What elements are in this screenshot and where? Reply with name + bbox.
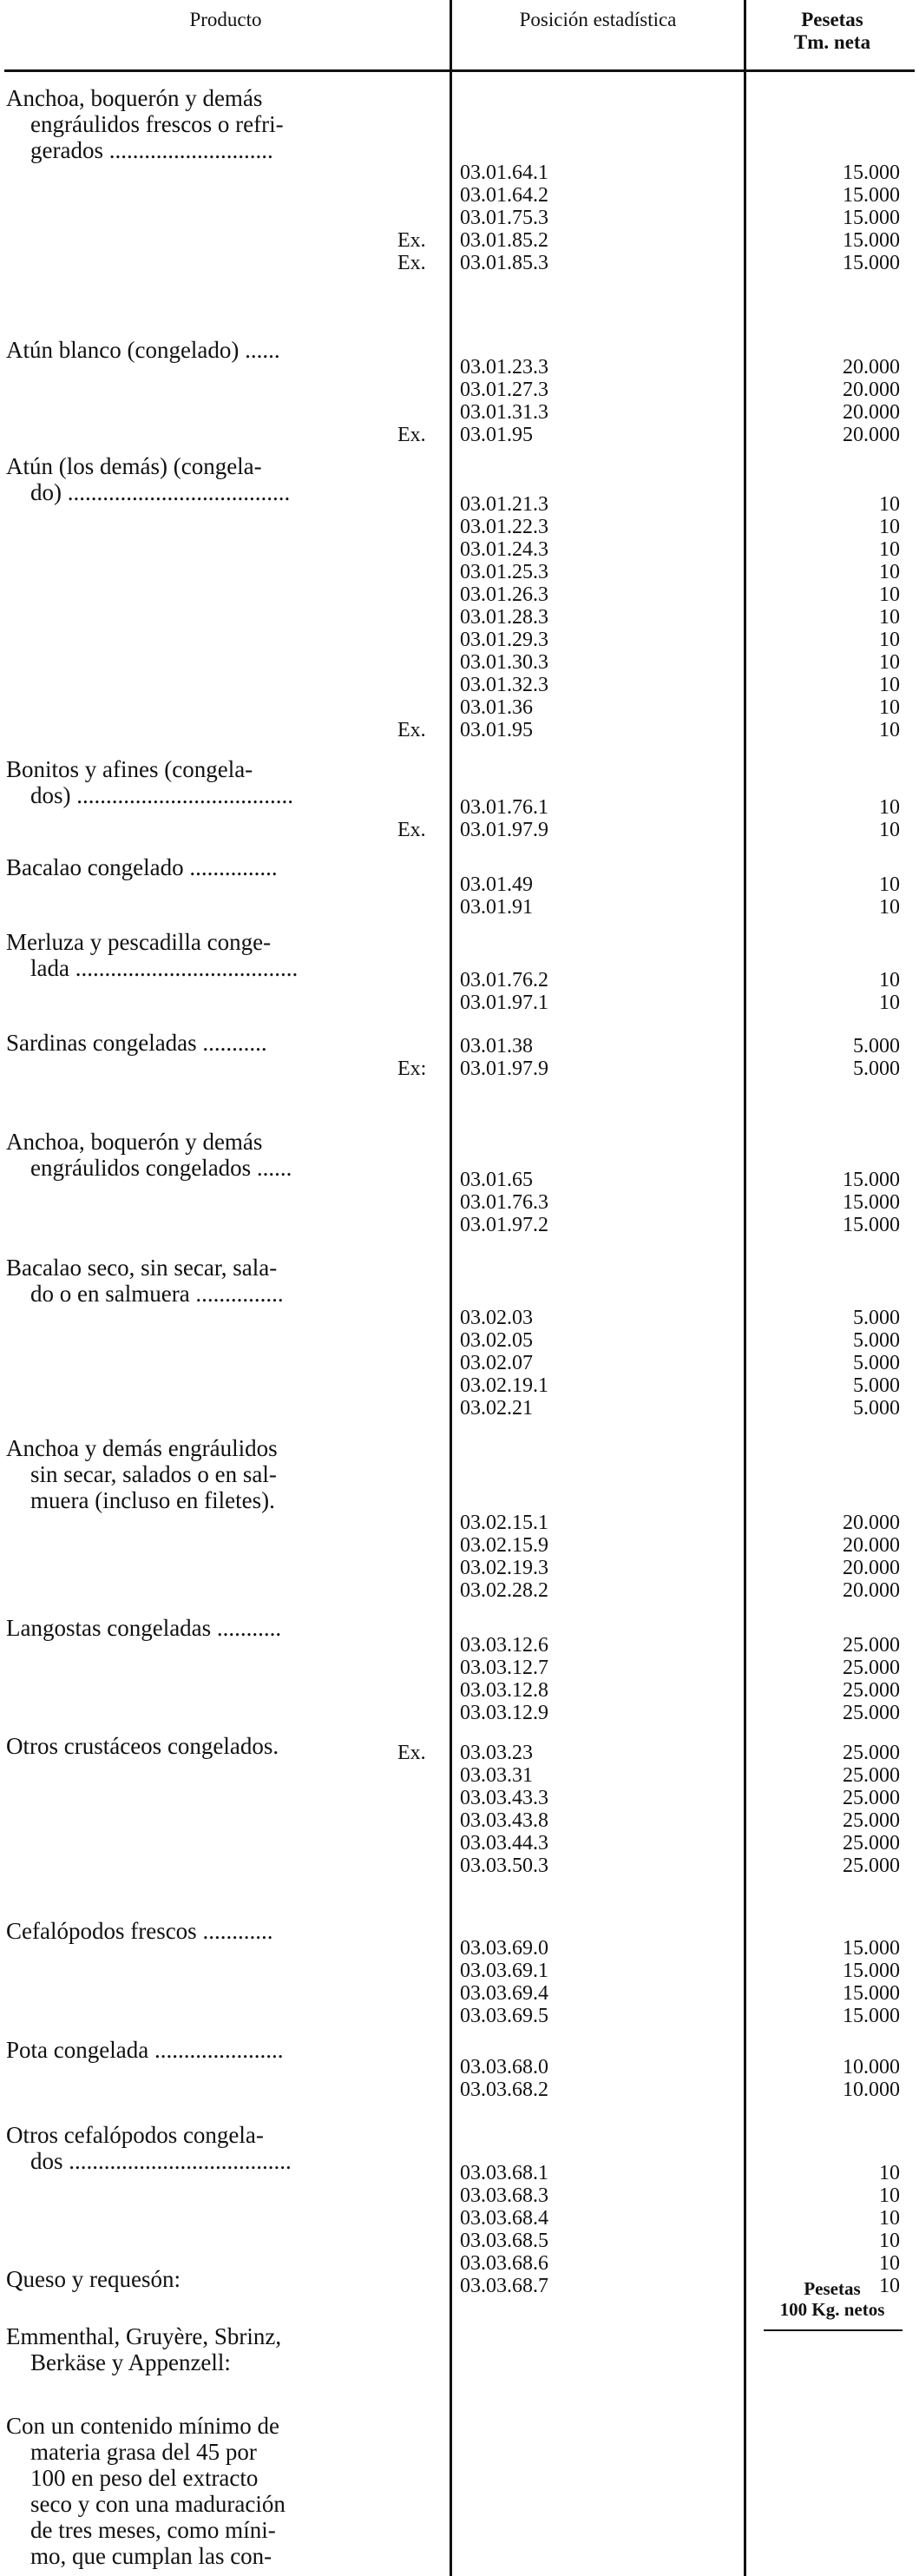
code-row (397, 2056, 666, 2079)
price-value: 10 (879, 969, 900, 992)
code-row (397, 401, 666, 424)
product-line: Atún (los demás) (congela- (6, 453, 262, 479)
header-pesetas-line2: Tm. neta (793, 31, 871, 54)
price-value: 15.000 (843, 1214, 900, 1236)
code-value: 03.03.68.1 (460, 2162, 548, 2184)
code-value: 03.01.97.2 (460, 1214, 548, 1236)
code-row (397, 2079, 666, 2101)
price-list (764, 873, 907, 919)
code-row (397, 161, 666, 184)
code-value: 03.01.25.3 (460, 561, 548, 583)
code-row (397, 1035, 666, 1057)
code-value: 03.03.68.7 (460, 2275, 548, 2297)
code-row (397, 1329, 666, 1352)
code-row (397, 1960, 666, 1982)
code-list (397, 796, 666, 841)
product-line: Bacalao seco, sin secar, sala- (6, 1255, 278, 1281)
price-value: 25.000 (843, 1742, 900, 1764)
emmenthal-heading (6, 2323, 431, 2375)
pesetas-100kg-line1: Pesetas (804, 2278, 861, 2299)
code-row (397, 1169, 666, 1191)
code-row (397, 1374, 666, 1397)
code-row (397, 1982, 666, 2005)
price-value: 20.000 (843, 401, 900, 424)
price-list (764, 493, 907, 741)
code-row (397, 1832, 666, 1855)
price-list (764, 1512, 907, 1602)
price-value: 15.000 (843, 161, 900, 184)
code-row (397, 1057, 666, 1080)
product-name (6, 1129, 431, 1181)
code-row (397, 1307, 666, 1329)
code-row (397, 2275, 666, 2297)
product-line: mo, que cumplan las con- (30, 2543, 272, 2569)
product-line: sin secar, salados o en sal- (30, 1461, 277, 1487)
code-value: 03.03.12.6 (460, 1634, 548, 1657)
code-row (397, 1702, 666, 1724)
code-row (397, 1742, 666, 1764)
price-value: 10 (879, 606, 900, 629)
product-line: Merluza y pescadilla conge- (6, 929, 272, 955)
price-value: 15.000 (843, 1937, 900, 1960)
product-line: Bonitos y afines (congela- (6, 756, 253, 782)
code-value: 03.01.97.9 (460, 1057, 548, 1080)
price-value: 25.000 (843, 1787, 900, 1809)
price-value: 20.000 (843, 1512, 900, 1534)
code-value: 03.01.97.1 (460, 992, 548, 1014)
header-posicion: Posición estadística (519, 9, 677, 30)
code-row (397, 2162, 666, 2184)
price-value: 15.000 (843, 1960, 900, 1982)
code-value: 03.03.31 (460, 1764, 533, 1787)
pesetas-100kg-header (748, 2278, 916, 2320)
code-value: 03.02.05 (460, 1329, 533, 1352)
product-name (6, 1030, 431, 1056)
code-row (397, 207, 666, 229)
code-list (397, 1035, 666, 1080)
price-value: 10 (879, 516, 900, 538)
product-name (6, 756, 431, 808)
code-value: 03.01.91 (460, 896, 533, 919)
price-value: 15.000 (843, 252, 900, 274)
price-value: 25.000 (843, 1657, 900, 1679)
product-line: de tres meses, como míni- (30, 2517, 276, 2543)
product-line: Langostas congeladas ........... (6, 1615, 282, 1641)
price-value: 25.000 (843, 1702, 900, 1724)
price-value: 10.000 (843, 2079, 900, 2101)
pesetas-100kg-line2: 100 Kg. netos (779, 2299, 885, 2321)
price-value: 5.000 (853, 1397, 900, 1420)
code-value: 03.01.75.3 (460, 207, 548, 229)
price-value: 15.000 (843, 1982, 900, 2005)
code-row (397, 696, 666, 719)
code-value: 03.03.69.1 (460, 1960, 548, 1982)
product-line: Otros cefalópodos congela- (6, 2122, 264, 2148)
price-value: 20.000 (843, 1534, 900, 1557)
code-value: 03.03.44.3 (460, 1832, 548, 1855)
product-line: Berkäse y Appenzell: (30, 2349, 231, 2375)
code-value: 03.01.76.3 (460, 1191, 548, 1214)
code-value: 03.03.68.5 (460, 2230, 548, 2252)
price-list (764, 161, 907, 274)
price-value: 5.000 (853, 1035, 900, 1057)
price-value: 15.000 (843, 184, 900, 207)
code-value: 03.01.95 (460, 719, 533, 741)
price-value: 10 (879, 873, 900, 896)
header-pesetas-line1: Pesetas (801, 9, 863, 30)
product-line: Bacalao congelado ............... (6, 854, 278, 880)
product-line: Anchoa, boquerón y demás (6, 1129, 263, 1155)
code-row (397, 1855, 666, 1877)
price-value: 20.000 (843, 424, 900, 446)
price-value: 10 (879, 561, 900, 583)
code-value: 03.01.32.3 (460, 674, 548, 696)
code-value: 03.03.68.4 (460, 2207, 548, 2230)
code-list (397, 1512, 666, 1602)
price-value: 10 (879, 992, 900, 1014)
product-name (6, 85, 431, 163)
price-value: 20.000 (843, 1579, 900, 1602)
code-row (397, 819, 666, 841)
code-list (397, 969, 666, 1014)
code-value: 03.03.12.7 (460, 1657, 548, 1679)
product-name (6, 1733, 431, 1759)
product-line: Atún blanco (congelado) ...... (6, 337, 280, 363)
code-row (397, 651, 666, 674)
code-list (397, 2056, 666, 2101)
code-row (397, 516, 666, 538)
code-row (397, 2207, 666, 2230)
code-value: 03.01.38 (460, 1035, 533, 1057)
code-list (397, 356, 666, 446)
code-value: 03.01.64.2 (460, 184, 548, 207)
code-value: 03.03.12.8 (460, 1679, 548, 1702)
product-line: Con un contenido mínimo de (6, 2413, 279, 2439)
code-row (397, 896, 666, 919)
product-line: Pota congelada ...................... (6, 2037, 284, 2063)
code-value: 03.01.95 (460, 424, 533, 446)
code-value: 03.03.69.0 (460, 1937, 548, 1960)
product-line: Anchoa y demás engráulidos (6, 1435, 278, 1461)
code-prefix: Ex. (397, 229, 426, 252)
code-value: 03.01.97.9 (460, 819, 548, 841)
price-value: 10.000 (843, 2056, 900, 2079)
price-value: 25.000 (843, 1832, 900, 1855)
code-row (397, 2005, 666, 2027)
price-value: 5.000 (853, 1329, 900, 1352)
product-name (6, 929, 431, 981)
price-value: 10 (879, 2207, 900, 2230)
price-list (764, 1937, 907, 2027)
code-value: 03.01.28.3 (460, 606, 548, 629)
code-prefix: Ex. (397, 1742, 426, 1764)
product-line: Sardinas congeladas ........... (6, 1030, 267, 1056)
code-row (397, 674, 666, 696)
code-row (397, 561, 666, 583)
code-value: 03.03.50.3 (460, 1855, 548, 1877)
code-row (397, 1557, 666, 1579)
price-value: 10 (879, 2252, 900, 2275)
product-line: materia grasa del 45 por (30, 2439, 257, 2465)
code-row (397, 493, 666, 516)
code-row (397, 719, 666, 741)
code-list (397, 1634, 666, 1724)
price-list (764, 2056, 907, 2101)
code-value: 03.01.26.3 (460, 583, 548, 606)
code-prefix: Ex. (397, 819, 426, 841)
price-list (764, 796, 907, 841)
code-list (397, 493, 666, 741)
price-list (764, 356, 907, 446)
code-value: 03.02.28.2 (460, 1579, 548, 1602)
price-value: 10 (879, 719, 900, 741)
price-value: 10 (879, 796, 900, 819)
price-value: 25.000 (843, 1809, 900, 1832)
header-producto: Producto (189, 9, 262, 30)
price-list (764, 1634, 907, 1724)
code-value: 03.03.12.9 (460, 1702, 548, 1724)
product-line: Emmenthal, Gruyère, Sbrinz, (6, 2323, 282, 2349)
price-value: 5.000 (853, 1374, 900, 1397)
code-row (397, 2184, 666, 2207)
product-line: Queso y requesón: (6, 2266, 181, 2292)
code-list (397, 1937, 666, 2027)
code-row (397, 1937, 666, 1960)
price-value: 10 (879, 896, 900, 919)
pesetas-100kg-rule (764, 2329, 903, 2331)
price-value: 10 (879, 2184, 900, 2207)
price-value: 10 (879, 2230, 900, 2252)
code-value: 03.01.85.2 (460, 229, 548, 252)
price-value: 25.000 (843, 1634, 900, 1657)
code-row (397, 969, 666, 992)
product-line: muera (incluso en filetes). (30, 1487, 275, 1513)
price-value: 10 (879, 583, 900, 606)
code-value: 03.03.43.3 (460, 1787, 548, 1809)
code-value: 03.03.68.2 (460, 2079, 548, 2101)
code-value: 03.02.21 (460, 1397, 533, 1420)
code-value: 03.01.36 (460, 696, 533, 719)
code-value: 03.03.69.5 (460, 2005, 548, 2027)
code-row (397, 606, 666, 629)
code-row (397, 583, 666, 606)
code-value: 03.01.76.2 (460, 969, 548, 992)
product-line: seco y con una maduración (30, 2491, 286, 2517)
price-value: 10 (879, 819, 900, 841)
product-name (6, 854, 431, 880)
code-row (397, 2230, 666, 2252)
price-value: 20.000 (843, 1557, 900, 1579)
price-value: 10 (879, 651, 900, 674)
price-value: 5.000 (853, 1307, 900, 1329)
price-value: 5.000 (853, 1352, 900, 1374)
code-list (397, 1742, 666, 1877)
price-value: 10 (879, 674, 900, 696)
code-row (397, 1397, 666, 1420)
price-list (764, 969, 907, 1014)
price-value: 10 (879, 2275, 900, 2297)
code-row (397, 992, 666, 1014)
code-value: 03.02.15.1 (460, 1512, 548, 1534)
code-row (397, 629, 666, 651)
code-value: 03.01.24.3 (460, 538, 548, 561)
code-row (397, 796, 666, 819)
code-value: 03.02.19.3 (460, 1557, 548, 1579)
code-value: 03.02.03 (460, 1307, 533, 1329)
product-name (6, 2122, 431, 2174)
code-row (397, 1657, 666, 1679)
price-value: 25.000 (843, 1855, 900, 1877)
price-value: 10 (879, 2162, 900, 2184)
code-value: 03.01.64.1 (460, 161, 548, 184)
code-value: 03.03.23 (460, 1742, 533, 1764)
product-line: Anchoa, boquerón y demás (6, 85, 263, 111)
product-line: Otros crustáceos congelados. (6, 1733, 279, 1759)
product-name (6, 1435, 431, 1513)
header-rule-right (746, 69, 915, 72)
product-line: engráulidos frescos o refri- (30, 111, 284, 137)
code-row (397, 1191, 666, 1214)
code-value: 03.03.43.8 (460, 1809, 548, 1832)
product-name (6, 1255, 431, 1307)
price-value: 20.000 (843, 356, 900, 379)
code-prefix: Ex. (397, 252, 426, 274)
price-value: 15.000 (843, 207, 900, 229)
product-name (6, 453, 431, 505)
price-value: 10 (879, 629, 900, 651)
product-line: gerados ............................ (30, 137, 273, 163)
price-value: 10 (879, 696, 900, 719)
code-value: 03.01.76.1 (460, 796, 548, 819)
code-value: 03.01.29.3 (460, 629, 548, 651)
price-value: 20.000 (843, 379, 900, 401)
product-name (6, 337, 431, 363)
code-row (397, 1512, 666, 1534)
code-list (397, 2162, 666, 2297)
code-value: 03.02.07 (460, 1352, 533, 1374)
product-line: Cefalópodos frescos ............ (6, 1918, 273, 1944)
price-list (764, 2162, 907, 2297)
code-value: 03.01.22.3 (460, 516, 548, 538)
code-list (397, 873, 666, 919)
code-row (397, 1764, 666, 1787)
code-list (397, 1169, 666, 1236)
code-value: 03.01.23.3 (460, 356, 548, 379)
code-row (397, 1214, 666, 1236)
code-value: 03.03.68.6 (460, 2252, 548, 2275)
product-line: dos ...................................... (30, 2148, 292, 2174)
code-value: 03.03.68.0 (460, 2056, 548, 2079)
price-value: 15.000 (843, 2005, 900, 2027)
code-prefix: Ex: (397, 1057, 427, 1080)
price-value: 15.000 (843, 229, 900, 252)
code-row (397, 424, 666, 446)
product-line: do o en salmuera ............... (30, 1281, 284, 1307)
column-divider-right (744, 0, 746, 2576)
code-row (397, 1809, 666, 1832)
code-value: 03.03.68.3 (460, 2184, 548, 2207)
code-row (397, 184, 666, 207)
price-list (764, 1307, 907, 1420)
code-row (397, 1534, 666, 1557)
price-value: 15.000 (843, 1191, 900, 1214)
code-row (397, 1352, 666, 1374)
contenido-paragraph (6, 2413, 431, 2569)
code-row (397, 356, 666, 379)
price-list (764, 1742, 907, 1877)
price-value: 10 (879, 538, 900, 561)
code-value: 03.02.19.1 (460, 1374, 548, 1397)
code-row (397, 2252, 666, 2275)
price-value: 5.000 (853, 1057, 900, 1080)
product-line: 100 en peso del extracto (30, 2465, 259, 2491)
product-name (6, 1615, 431, 1641)
header-rule-middle (452, 69, 744, 72)
price-value: 15.000 (843, 1169, 900, 1191)
code-row (397, 1679, 666, 1702)
code-prefix: Ex. (397, 424, 426, 446)
product-line: dos) ..................................... (30, 782, 293, 808)
code-prefix: Ex. (397, 719, 426, 741)
code-value: 03.01.21.3 (460, 493, 548, 516)
code-row (397, 538, 666, 561)
code-value: 03.01.30.3 (460, 651, 548, 674)
price-value: 25.000 (843, 1764, 900, 1787)
code-row (397, 1634, 666, 1657)
code-value: 03.01.65 (460, 1169, 533, 1191)
code-row (397, 379, 666, 401)
code-value: 03.01.85.3 (460, 252, 548, 274)
product-name (6, 2037, 431, 2063)
product-name (6, 1918, 431, 1944)
code-list (397, 161, 666, 274)
header-rule-left (4, 69, 450, 72)
code-value: 03.01.31.3 (460, 401, 548, 424)
price-value: 25.000 (843, 1679, 900, 1702)
header-pesetas (748, 9, 916, 55)
code-list (397, 1307, 666, 1420)
product-line: do) ...................................... (30, 479, 291, 505)
code-row (397, 252, 666, 274)
price-value: 10 (879, 493, 900, 516)
product-line: engráulidos congelados ...... (30, 1155, 292, 1181)
code-row (397, 873, 666, 896)
code-row (397, 229, 666, 252)
code-value: 03.01.49 (460, 873, 533, 896)
product-line: lada ...................................... (30, 955, 299, 981)
price-list (764, 1035, 907, 1080)
price-list (764, 1169, 907, 1236)
code-value: 03.01.27.3 (460, 379, 548, 401)
code-row (397, 1787, 666, 1809)
queso-heading (6, 2266, 431, 2292)
code-value: 03.03.69.4 (460, 1982, 548, 2005)
code-row (397, 1579, 666, 1602)
code-value: 03.02.15.9 (460, 1534, 548, 1557)
